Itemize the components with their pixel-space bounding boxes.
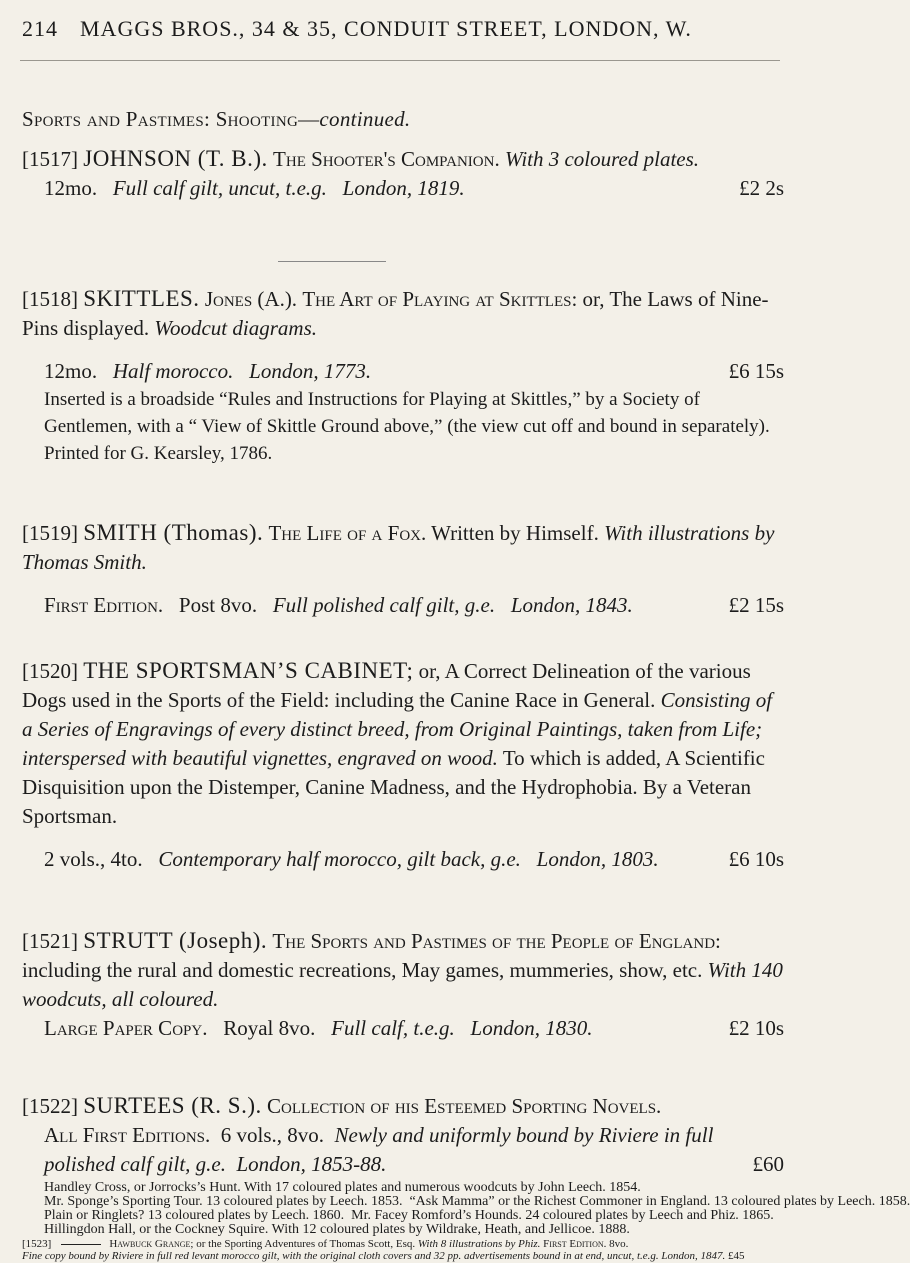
entry-price: £2 2s <box>739 176 784 200</box>
header-rule <box>20 60 780 61</box>
entry-title: The Sports and Pastimes of the People of England: <box>272 929 721 953</box>
entry-edition: All First Editions. <box>44 1123 211 1147</box>
entry-number: [1522] <box>22 1094 78 1118</box>
entry-note: Woodcut diagrams. <box>154 316 317 340</box>
catalogue-entry <box>22 518 784 620</box>
entry-imprint: London, 1803. <box>536 847 659 871</box>
entry-format: 2 vols., 4to. <box>44 847 143 871</box>
entry-author: SMITH (Thomas). <box>83 520 264 545</box>
entry-binding: Contemporary half morocco, gilt back, g.e. <box>158 847 521 871</box>
contents-item: Hillingdon Hall, or the Cockney Squire. With 12 coloured plates by Wildrake, Heath, and Jellicoe. 1888. <box>44 1222 630 1237</box>
entry-description: To which is added, A Scientific Disquisition upon the Distemper, Canine Madness, and the Hydrophobia. By a Veteran Sportsman. <box>22 746 765 828</box>
page-header <box>22 16 782 42</box>
entry-format: 12mo. <box>44 176 98 200</box>
entry-format: Royal 8vo. <box>223 1016 316 1040</box>
entry-binding: Half morocco. <box>112 359 234 383</box>
entry-author: SKITTLES. <box>83 286 200 311</box>
running-title: MAGGS BROS., 34 & 35, CONDUIT STREET, LONDON, W. <box>80 16 692 41</box>
contents-item: “Ask Mamma” or the Richest Commoner in England. 13 coloured plates by Leech. 1858. <box>409 1194 910 1209</box>
entry-edition: First Edition. <box>543 1238 607 1250</box>
entry-number: [1517] <box>22 147 78 171</box>
entry-price: £2 15s <box>728 593 784 617</box>
entry-binding: Newly and uniformly bound by Riviere in full polished calf gilt, g.e. <box>44 1123 714 1176</box>
entry-number: [1519] <box>22 521 78 545</box>
entry-imprint: London, 1853-88. <box>236 1152 387 1176</box>
entry-imprint: London, 1819. <box>342 176 465 200</box>
section-heading: Sports and Pastimes: Shooting—continued. <box>22 107 411 131</box>
entry-title-rest: Written by Himself. <box>431 521 599 545</box>
entry-format: Post 8vo. <box>178 593 258 617</box>
entry-author2: Jones (A.). <box>204 287 298 311</box>
entry-title-rest: or, The Laws of Nine-Pins displayed. <box>22 287 769 340</box>
entry-title: Collection of his Esteemed Sporting Novels. <box>267 1094 662 1118</box>
contents-list <box>22 1180 910 1237</box>
entry-binding: Fine copy bound by Riviere in full red levant morocco gilt, with the original cloth covers and 32 pp. advertisements bound in at end, uncut, t.e.g. <box>22 1250 659 1262</box>
entry-price: £45 <box>728 1250 745 1262</box>
entry-binding: Full calf, t.e.g. <box>331 1016 455 1040</box>
entry-note: With 140 woodcuts, all coloured. <box>22 958 783 1011</box>
entry-price: £2 10s <box>728 1016 784 1040</box>
entry-description: Inserted is a broadside “Rules and Instructions for Playing at Skittles,” by a Society of Gentlemen, with a “ View of Skittle Ground above,” (the view cut off and bound in separately). Printed for G. Kearsley, 1786. <box>44 389 770 464</box>
entry-note: With 3 coloured plates. <box>504 147 700 171</box>
entry-imprint: London, 1843. <box>510 593 633 617</box>
catalogue-entry <box>22 1091 784 1179</box>
entry-author: THE SPORTSMAN’S CABINET; <box>83 658 414 683</box>
entry-author: JOHNSON (T. B.). <box>83 146 268 171</box>
entry-binding: Full polished calf gilt, g.e. <box>272 593 496 617</box>
entry-note: Consisting of a Series of Engravings of every distinct breed, from Original Paintings, taken from Life; interspersed with beautiful vignettes, engraved on wood. <box>22 688 773 770</box>
entry-details <box>22 591 784 620</box>
contents-item: Mr. Facey Romford’s Hounds. 24 coloured plates by Leech and Phiz. 1865. <box>351 1208 774 1223</box>
section-title: Sports and Pastimes: Shooting <box>22 107 299 131</box>
entry-title-rest: or, A Correct Delineation of the various Dogs used in the Sports of the Field: including the Canine Race in General. <box>22 659 751 712</box>
entry-title: The Art of Playing at Skittles: <box>302 287 578 311</box>
entry-title: The Shooter's Companion. <box>273 147 500 171</box>
catalogue-entry <box>22 656 784 874</box>
entry-format: 6 vols., 8vo. <box>220 1123 325 1147</box>
entry-price: £6 10s <box>728 847 784 871</box>
catalogue-entry <box>22 144 784 203</box>
entry-description: including the rural and domestic recreations, May games, mummeries, show, etc. <box>22 958 703 982</box>
section-continued: continued. <box>319 107 411 131</box>
page-number: 214 <box>22 16 58 41</box>
entry-details <box>22 174 784 203</box>
entry-format: 8vo. <box>609 1238 629 1250</box>
entry-number: [1520] <box>22 659 78 683</box>
entry-number: [1523] <box>22 1238 52 1250</box>
entry-binding: Full calf gilt, uncut, t.e.g. <box>112 176 327 200</box>
separator-rule <box>278 261 386 262</box>
catalogue-entry <box>22 926 784 1043</box>
entry-title: The Life of a Fox. <box>268 521 427 545</box>
entry-price: £60 <box>752 1152 784 1176</box>
entry-note: With illustrations by Thomas Smith. <box>22 521 775 574</box>
entry-imprint: London, 1773. <box>249 359 372 383</box>
catalogue-entry <box>22 284 784 467</box>
entry-price: £6 15s <box>728 359 784 383</box>
contents-item: Mr. Sponge’s Sporting Tour. 13 coloured plates by Leech. 1853. <box>44 1194 403 1209</box>
entry-details <box>22 845 784 874</box>
entry-edition: First Edition. <box>44 593 164 617</box>
entry-details <box>22 357 784 386</box>
entry-title-rest: or the Sporting Adventures of Thomas Scott, Esq. <box>196 1238 416 1250</box>
entry-edition: Large Paper Copy. <box>44 1016 208 1040</box>
entry-title: Hawbuck Grange; <box>109 1238 194 1250</box>
entry-details <box>22 1014 784 1043</box>
contents-item: Handley Cross, or Jorrocks’s Hunt. With 17 coloured plates and numerous woodcuts by John Leech. 1854. <box>44 1180 641 1195</box>
entry-imprint: London, 1830. <box>470 1016 593 1040</box>
entry-number: [1518] <box>22 287 78 311</box>
entry-note: With 8 illustrations by Phiz. <box>417 1238 541 1250</box>
contents-item: Plain or Ringlets? 13 coloured plates by Leech. 1860. <box>44 1208 345 1223</box>
entry-author: SURTEES (R. S.). <box>83 1093 262 1118</box>
catalogue-entry <box>22 1238 784 1262</box>
entry-imprint: London, 1847. <box>661 1250 726 1262</box>
entry-number: [1521] <box>22 929 78 953</box>
ditto-dash <box>61 1244 101 1245</box>
entry-format: 12mo. <box>44 359 98 383</box>
entry-author: STRUTT (Joseph). <box>83 928 268 953</box>
